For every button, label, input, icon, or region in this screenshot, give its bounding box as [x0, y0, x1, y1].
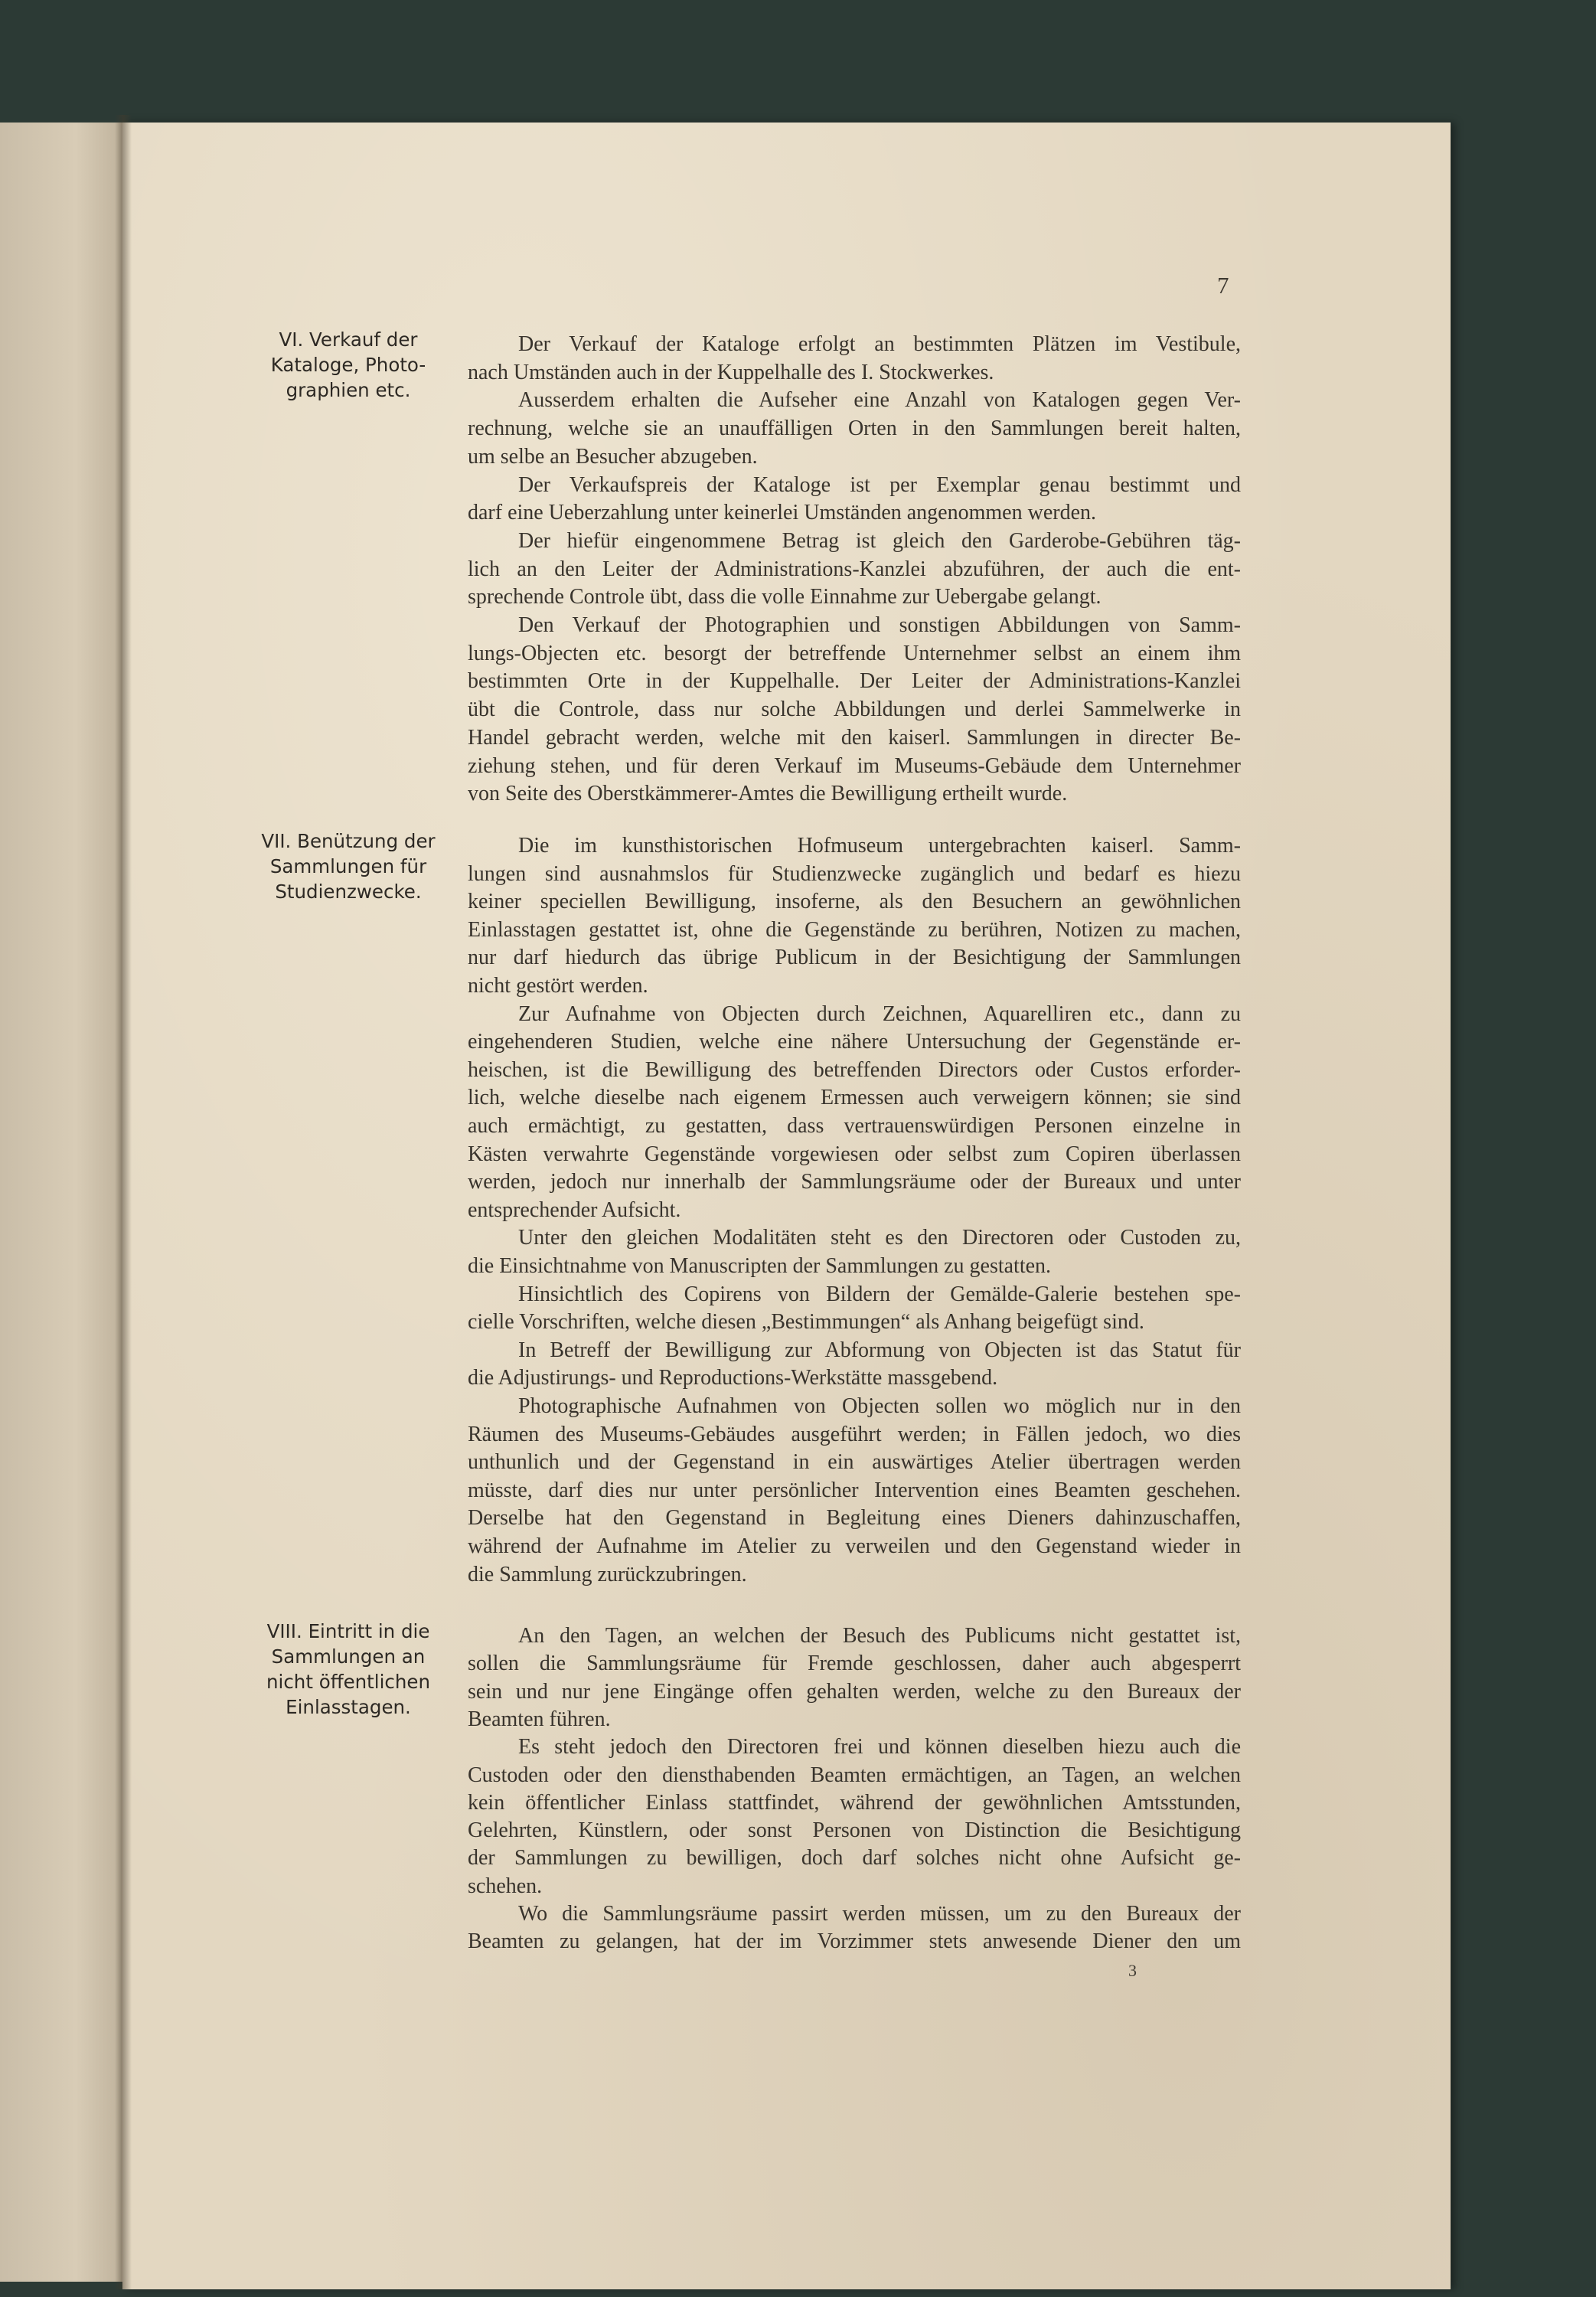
body-text-line: keiner speciellen Bewilligung, insoferne, als den Besuchern an gewöhnlichen: [468, 890, 1241, 914]
body-text-line: übt die Controle, dass nur solche Abbildungen und derlei Sammelwerke in: [468, 698, 1241, 722]
body-text-line: Die im kunsthistorischen Hofmuseum untergebrachten kaiserl. Samm-: [518, 834, 1241, 858]
body-text-line: Kästen verwahrte Gegenstände vorgewiesen oder selbst zum Copiren überlassen: [468, 1142, 1241, 1166]
body-text-line: unthunlich und der Gegenstand in ein auswärtiges Atelier übertragen werden: [468, 1450, 1241, 1475]
margin-heading-line: nicht öffentlichen: [266, 1671, 431, 1693]
margin-heading-line: VII. Benützung der: [261, 830, 436, 852]
body-text-line: Unter den gleichen Modalitäten steht es den Directoren oder Custoden zu,: [518, 1226, 1241, 1250]
body-text-line: lich, welche dieselbe nach eigenem Ermessen auch verweigern können; sie sind: [468, 1086, 1241, 1110]
body-text-line: Es steht jedoch den Directoren frei und können dieselben hiezu auch die: [518, 1735, 1241, 1760]
body-text-line: entsprechender Aufsicht.: [468, 1198, 681, 1222]
body-text-line: Beamten führen.: [468, 1707, 611, 1731]
body-text-line: Derselbe hat den Gegenstand in Begleitung eines Dieners dahinzuschaffen,: [468, 1506, 1241, 1531]
body-text-line: Der Verkauf der Kataloge erfolgt an bestimmten Plätzen im Vestibule,: [518, 332, 1241, 356]
body-text-line: schehen.: [468, 1874, 543, 1898]
body-text-line: Zur Aufnahme von Objecten durch Zeichnen, Aquarelliren etc., dann zu: [518, 1001, 1241, 1026]
body-text-line: rechnung, welche sie an unauffälligen Orten in den Sammlungen bereit halten,: [468, 417, 1241, 441]
margin-heading-line: Sammlungen an: [271, 1645, 426, 1668]
body-text-line: die Sammlung zurückzubringen.: [468, 1562, 747, 1586]
body-text-line: ziehung stehen, und für deren Verkauf im Museums-Gebäude dem Unternehmer: [468, 753, 1241, 778]
body-text-line: Der hiefür eingenommene Betrag ist gleich den Garderobe-Gebühren täg-: [518, 528, 1241, 553]
margin-heading-line: Studienzwecke.: [275, 881, 422, 903]
body-text-line: die Adjustirungs- und Reproductions-Werkstätte massgebend.: [468, 1366, 998, 1390]
body-text-line: Custoden oder den diensthabenden Beamten ermächtigen, an Tagen, an welchen: [468, 1763, 1241, 1787]
body-text-line: Beamten zu gelangen, hat der im Vorzimmer stets anwesende Diener den um: [468, 1929, 1241, 1954]
body-text-line: nur darf hiedurch das übrige Publicum in der Besichtigung der Sammlungen: [468, 946, 1241, 970]
margin-heading: [245, 828, 452, 904]
body-text-line: bestimmten Orte in der Kuppelhalle. Der Leiter der Administrations-Kanzlei: [468, 669, 1241, 694]
body-text-line: Einlasstagen gestattet ist, ohne die Gegenstände zu berühren, Notizen zu machen,: [468, 917, 1241, 942]
body-text-line: An den Tagen, an welchen der Besuch des Publicums nicht gestattet ist,: [518, 1624, 1241, 1648]
body-text-line: sprechende Controle übt, dass die volle Einnahme zur Uebergabe gelangt.: [468, 585, 1102, 609]
left-facing-page-edge: [0, 123, 126, 2282]
body-text-line: lich an den Leiter der Administrations-Kanzlei abzuführen, der auch die ent-: [468, 557, 1241, 581]
margin-heading-line: Sammlungen für: [269, 855, 427, 877]
body-text-line: Gelehrten, Künstlern, oder sonst Personen von Distinction die Besichtigung: [468, 1818, 1241, 1843]
margin-heading-line: graphien etc.: [286, 379, 411, 401]
body-text-line: die Einsichtnahme von Manuscripten der Sammlungen zu gestatten.: [468, 1254, 1052, 1278]
margin-heading-line: Kataloge, Photo-: [270, 354, 426, 376]
body-text-line: Photographische Aufnahmen von Objecten sollen wo möglich nur in den: [518, 1394, 1241, 1418]
margin-heading-line: Einlasstagen.: [286, 1696, 411, 1718]
body-text-line: um selbe an Besucher abzugeben.: [468, 444, 758, 469]
body-text-line: kein öffentlicher Einlass stattfindet, während der gewöhnlichen Amtsstunden,: [468, 1790, 1241, 1815]
body-text-line: Den Verkauf der Photographien und sonstigen Abbildungen von Samm-: [518, 613, 1241, 637]
body-text-line: müsste, darf dies nur unter persönlicher Intervention eines Beamten geschehen.: [468, 1478, 1241, 1502]
body-text-line: darf eine Ueberzahlung unter keinerlei Umständen angenommen werden.: [468, 501, 1096, 525]
body-text-line: lungs-Objecten etc. besorgt der betreffende Unternehmer selbst an einem ihm: [468, 641, 1241, 665]
margin-heading: [245, 1619, 452, 1720]
body-text-line: Der Verkaufspreis der Kataloge ist per Exemplar genau bestimmt und: [518, 472, 1241, 497]
body-text-line: Räumen des Museums-Gebäudes ausgeführt werden; in Fällen jedoch, wo dies: [468, 1422, 1241, 1446]
signature-mark: 3: [1128, 1961, 1137, 1980]
body-text-line: nicht gestört werden.: [468, 974, 648, 998]
body-text-line: sein und nur jene Eingänge offen gehalten werden, welche zu den Bureaux der: [468, 1679, 1241, 1704]
body-text-line: nach Umständen auch in der Kuppelhalle des I. Stockwerkes.: [468, 360, 994, 384]
body-text-line: von Seite des Oberstkämmerer-Amtes die Bewilligung ertheilt wurde.: [468, 782, 1068, 806]
body-text-line: auch ermächtigt, zu gestatten, dass vertrauenswürdigen Personen einzelne in: [468, 1114, 1241, 1138]
body-text-line: sollen die Sammlungsräume für Fremde geschlossen, daher auch abgesperrt: [468, 1652, 1241, 1676]
body-text-line: cielle Vorschriften, welche diesen „Bestimmungen“ als Anhang beigefügt sind.: [468, 1310, 1144, 1335]
book-gutter: [115, 115, 132, 2289]
margin-heading-line: VI. Verkauf der: [279, 328, 418, 351]
body-text-line: In Betreff der Bewilligung zur Abformung von Objecten ist das Statut für: [518, 1338, 1241, 1362]
page-number: 7: [1217, 272, 1229, 299]
body-text-line: Hinsichtlich des Copirens von Bildern der Gemälde-Galerie bestehen spe-: [518, 1282, 1241, 1306]
body-text-line: während der Aufnahme im Atelier zu verweilen und den Gegenstand wieder in: [468, 1534, 1241, 1558]
body-text-line: Handel gebracht werden, welche mit den kaiserl. Sammlungen in directer Be-: [468, 725, 1241, 750]
body-text-line: der Sammlungen zu bewilligen, doch darf solches nicht ohne Aufsicht ge-: [468, 1846, 1241, 1871]
body-text-line: lungen sind ausnahmslos für Studienzwecke zugänglich und bedarf es hiezu: [468, 861, 1241, 886]
body-text-line: eingehenderen Studien, welche eine nähere Untersuchung der Gegenstände er-: [468, 1030, 1241, 1054]
body-text-line: Ausserdem erhalten die Aufseher eine Anzahl von Katalogen gegen Ver-: [518, 388, 1241, 413]
margin-heading: [245, 327, 452, 403]
body-text-line: heischen, ist die Bewilligung des betreffenden Directors oder Custos erforder-: [468, 1057, 1241, 1082]
margin-heading-line: VIII. Eintritt in die: [266, 1620, 430, 1642]
body-text-line: werden, jedoch nur innerhalb der Sammlungsräume oder der Bureaux und unter: [468, 1170, 1241, 1194]
body-text-line: Wo die Sammlungsräume passirt werden müssen, um zu den Bureaux der: [518, 1902, 1241, 1926]
